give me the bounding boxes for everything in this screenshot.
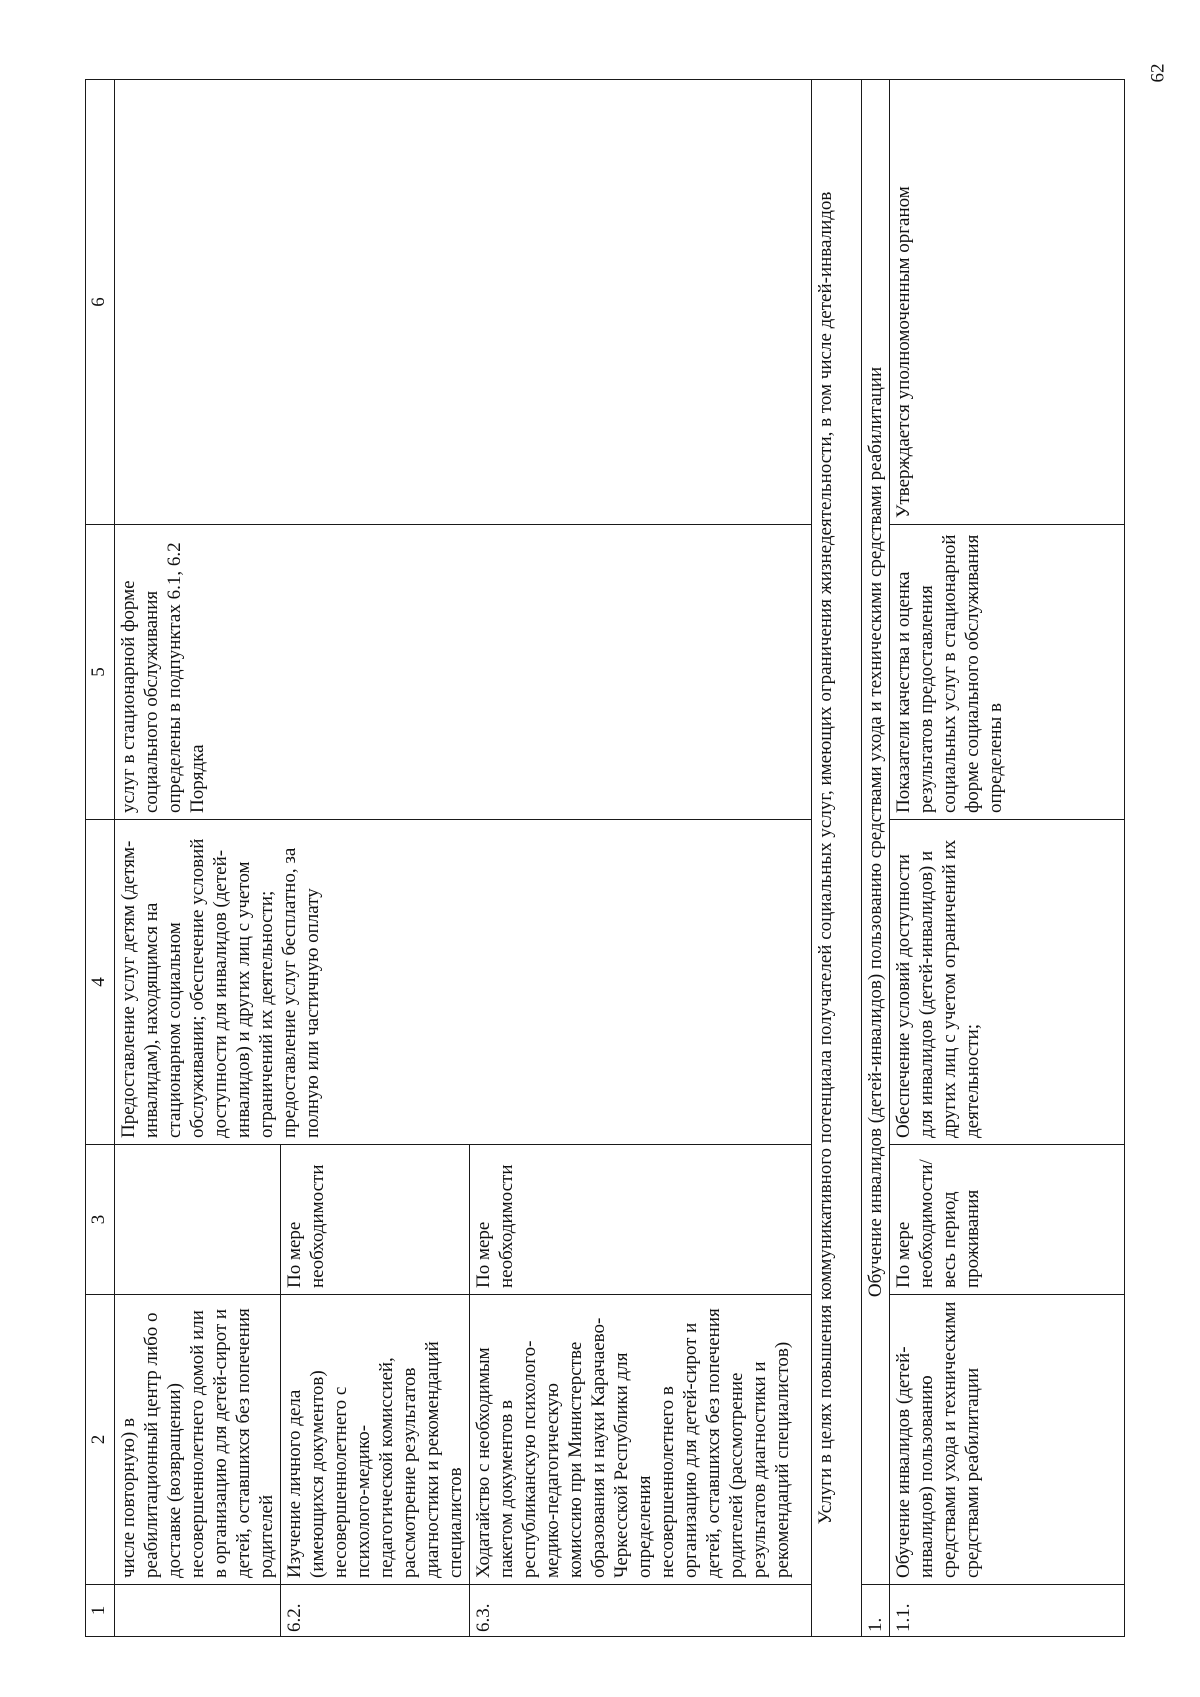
row-number: 6.2. [281, 1585, 470, 1637]
service-name: Ходатайство с необходимым пакетом документов в республиканскую психолого-медико-педагогическую комиссию при Министерстве образования и науки Карачаево-Черкесской Республики для определения несовершеннолетнего в организацию для детей-сирот и детей, оставшихся без попечения родителей (рассмотрение результатов диагностики и рекомендаций специалистов) [470, 1295, 812, 1585]
approval-note [115, 80, 812, 525]
header-col-2: 2 [86, 1295, 115, 1585]
quality-indicators: услуг в стационарной форме социального обслуживания определены в подпунктах 6.1, 6.2 Порядка [115, 525, 812, 820]
quality-indicators: Показатели качества и оценка результатов предоставления социальных услуг в стационарной форме социального обслуживания определены в [890, 525, 1125, 820]
section-title: Услуги в целях повышения коммуникативного потенциала получателей социальных услуг, имеющих ограничения жизнедеятельности, в том числе детей-инвалидов [812, 80, 862, 1637]
service-name: Обучение инвалидов (детей-инвалидов) пользованию средствами ухода и техническими средствами реабилитации [890, 1295, 1125, 1585]
service-conditions: Предоставление услуг детям (детям-инвалидам), находящимся на стационарном социальном обслуживании; обеспечение условий доступности для инвалидов (детей-инвалидов) и других лиц с учетом ограничений их деятельности; предоставление услуг бесплатно, за полную или частичную оплату [115, 820, 812, 1145]
header-row [86, 80, 115, 1637]
service-conditions: Обеспечение условий доступности для инвалидов (детей-инвалидов) и других лиц с учетом ограничений их деятельности; [890, 820, 1125, 1145]
table-row [115, 80, 281, 1637]
services-table [85, 79, 1125, 1637]
row-number: 1.1. [890, 1585, 1125, 1637]
header-col-6: 6 [86, 80, 115, 525]
service-name: числе повторную) в реабилитационный центр либо о доставке (возвращении) несовершеннолетнего домой или в организацию для детей-сирот и детей, оставшихся без попечения родителей [115, 1295, 281, 1585]
header-col-1: 1 [86, 1585, 115, 1637]
header-col-4: 4 [86, 820, 115, 1145]
subsection-number: 1. [862, 1585, 890, 1637]
rotated-table-container [85, 80, 1125, 1637]
service-name: Изучение личного дела (имеющихся документов) несовершеннолетнего с психолого-медико-педагогической комиссией, рассмотрение результатов диагностики и рекомендаций специалистов [281, 1295, 470, 1585]
service-period: По мере необходимости/ весь период проживания [890, 1145, 1125, 1295]
row-number: 6.3. [470, 1585, 812, 1637]
header-col-5: 5 [86, 525, 115, 820]
section-row [812, 80, 862, 1637]
service-period: По мере необходимости [470, 1145, 812, 1295]
header-col-3: 3 [86, 1145, 115, 1295]
subsection-row [862, 80, 890, 1637]
page-number: 62 [1147, 63, 1169, 83]
service-period [115, 1145, 281, 1295]
table-row [890, 80, 1125, 1637]
subsection-title: Обучение инвалидов (детей-инвалидов) пользованию средствами ухода и техническими средствами реабилитации [862, 80, 890, 1585]
service-period: По мере необходимости [281, 1145, 470, 1295]
approval-note: Утверждается уполномоченным органом [890, 80, 1125, 525]
row-number [115, 1585, 281, 1637]
